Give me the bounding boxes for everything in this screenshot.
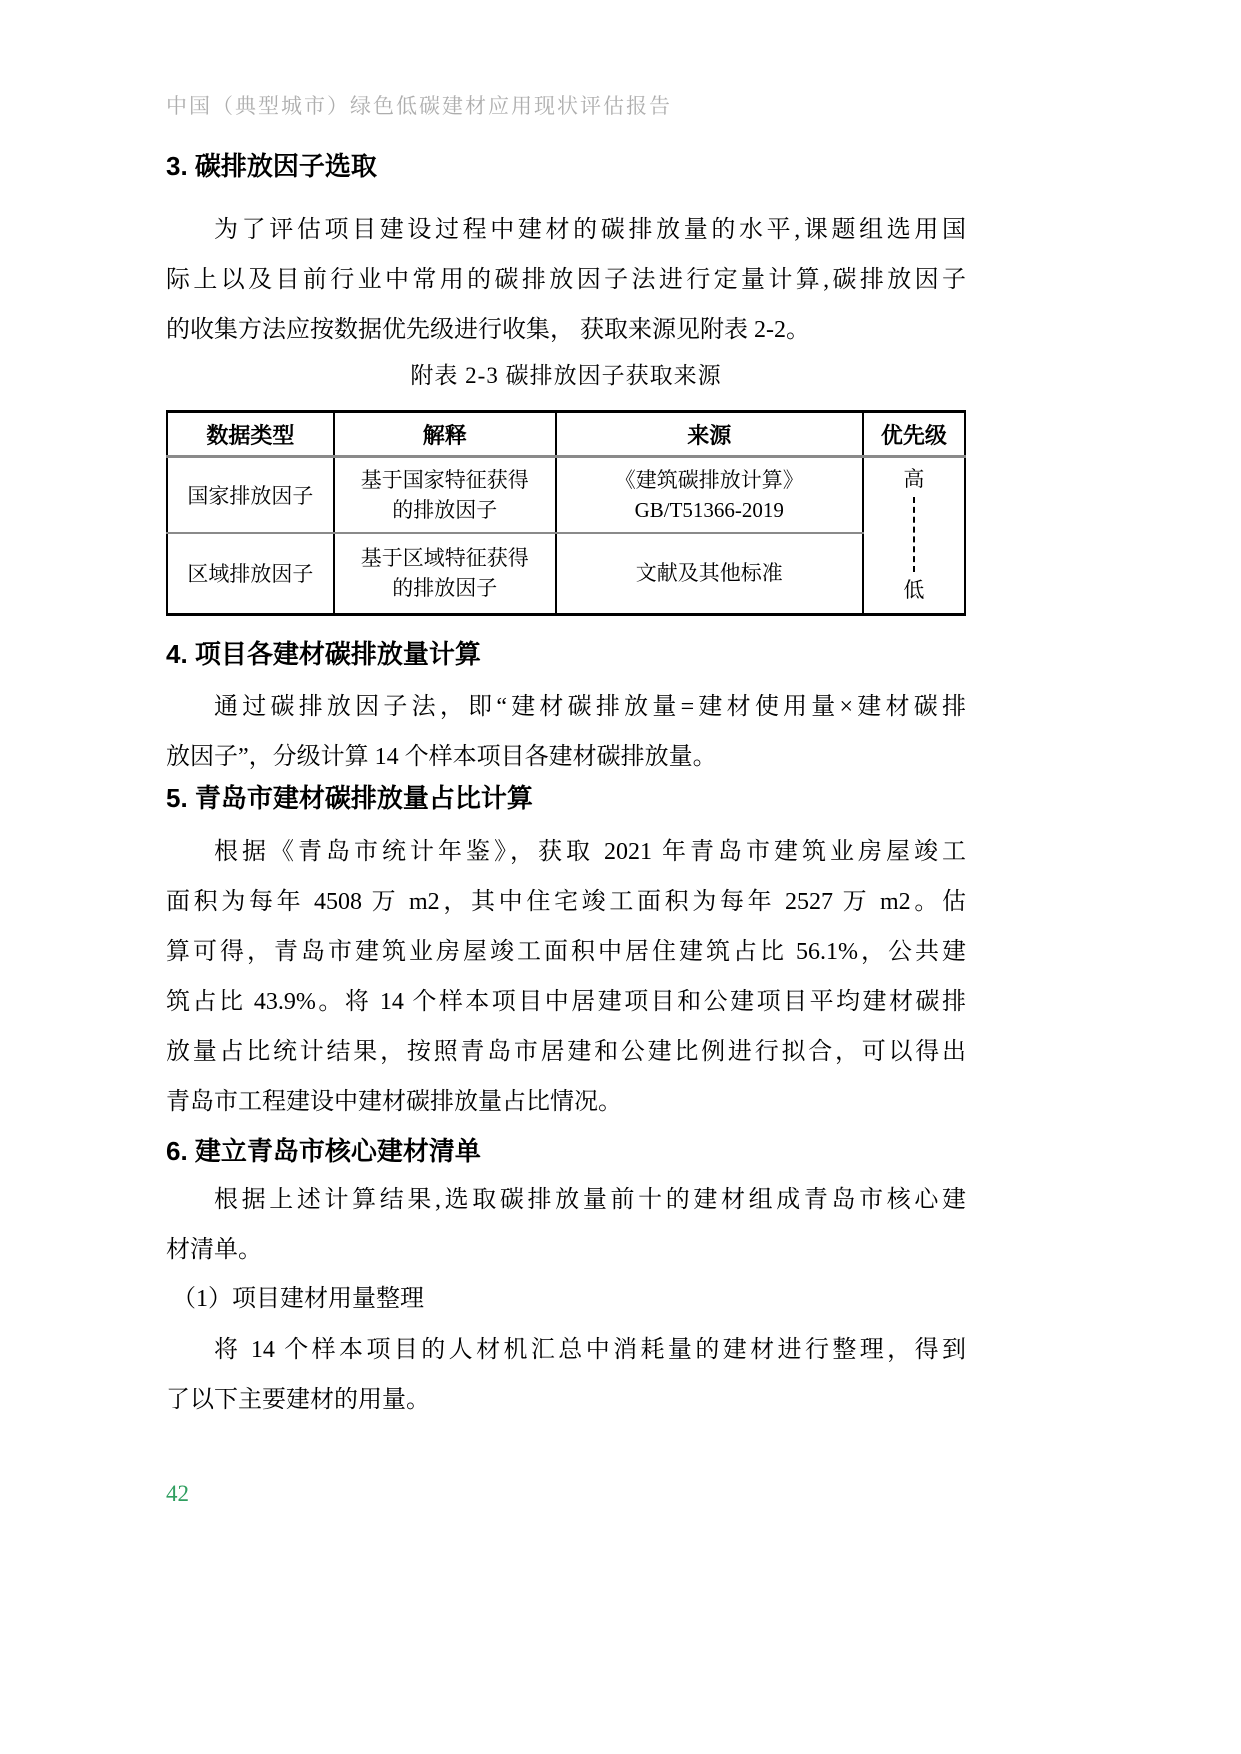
paragraph-line: 放量占比统计结果，按照青岛市居建和公建比例进行拟合，可以得出 (166, 1039, 966, 1065)
cell-line: 基于国家特征获得 (360, 467, 529, 492)
paragraph-line: 为了评估项目建设过程中建材的碳排放量的水平,课题组选用国 (214, 217, 966, 243)
page-number: 42 (166, 1481, 189, 1506)
cell-priority (863, 457, 965, 615)
paragraph-line: 根据上述计算结果,选取碳排放量前十的建材组成青岛市核心建 (214, 1187, 966, 1213)
section-3-paragraph (166, 205, 966, 355)
table-caption: 附表 2-3 碳排放因子获取来源 (410, 363, 722, 388)
paragraph-line: 筑占比 43.9%。将 14 个样本项目中居建项目和公建项目平均建材碳排 (166, 989, 966, 1015)
cell-source (556, 457, 863, 533)
paragraph-line: 了以下主要建材的用量。 (166, 1387, 430, 1413)
priority-range-dashed-line (913, 497, 915, 572)
priority-range (864, 461, 964, 611)
cell-line: 基于区域特征获得 (360, 546, 529, 571)
paragraph-line: 际上以及目前行业中常用的碳排放因子法进行定量计算,碳排放因子 (166, 267, 966, 293)
section-6-heading: 6. 建立青岛市核心建材清单 (166, 1136, 481, 1166)
section-5-heading: 5. 青岛市建材碳排放量占比计算 (166, 783, 533, 813)
cell-line: 的排放因子 (392, 576, 498, 601)
priority-low-label: 低 (903, 577, 925, 602)
paragraph-line: 的收集方法应按数据优先级进行收集， 获取来源见附表 2-2。 (166, 317, 810, 343)
priority-high-label: 高 (903, 466, 925, 491)
paragraph-line: 放因子”，分级计算 14 个样本项目各建材碳排放量。 (166, 744, 717, 770)
paragraph-line: 青岛市工程建设中建材碳排放量占比情况。 (166, 1089, 622, 1115)
column-header-priority: 优先级 (863, 412, 965, 457)
subsection-1-heading: （1）项目建材用量整理 (172, 1286, 424, 1312)
cell-line: 《建筑碳排放计算》 (614, 467, 804, 492)
cell-explanation (334, 533, 556, 615)
section-4-paragraph (166, 682, 966, 782)
column-header-source: 来源 (556, 412, 863, 457)
running-header: 中国（典型城市）绿色低碳建材应用现状评估报告 (166, 94, 672, 118)
section-3-heading: 3. 碳排放因子选取 (166, 151, 377, 181)
table-row (167, 533, 965, 615)
table-header-row (167, 412, 965, 457)
cell-line: 的排放因子 (392, 497, 498, 522)
paragraph-line: 将 14 个样本项目的人材机汇总中消耗量的建材进行整理，得到 (214, 1337, 966, 1363)
paragraph-line: 算可得，青岛市建筑业房屋竣工面积中居住建筑占比 56.1%，公共建 (166, 939, 966, 965)
cell-data-type: 国家排放因子 (167, 457, 334, 533)
paragraph-line: 面积为每年 4508 万 m2，其中住宅竣工面积为每年 2527 万 m2。估 (166, 889, 966, 915)
table-row (167, 457, 965, 533)
cell-line: GB/T51366-2019 (634, 497, 784, 522)
cell-data-type: 区域排放因子 (167, 533, 334, 615)
section-6-paragraph (166, 1175, 966, 1275)
paragraph-line: 材清单。 (166, 1237, 262, 1263)
subsection-1-paragraph (166, 1325, 966, 1425)
paragraph-line: 通过碳排放因子法，即“建材碳排放量=建材使用量×建材碳排 (214, 694, 966, 720)
cell-line: 文献及其他标准 (635, 561, 783, 586)
emission-factor-source-table (166, 410, 966, 616)
column-header-explanation: 解释 (334, 412, 556, 457)
cell-explanation (334, 457, 556, 533)
cell-source (556, 533, 863, 615)
section-5-paragraph (166, 827, 966, 1127)
paragraph-line: 根据《青岛市统计年鉴》，获取 2021 年青岛市建筑业房屋竣工 (214, 839, 966, 865)
column-header-data-type: 数据类型 (167, 412, 334, 457)
section-4-heading: 4. 项目各建材碳排放量计算 (166, 639, 481, 669)
